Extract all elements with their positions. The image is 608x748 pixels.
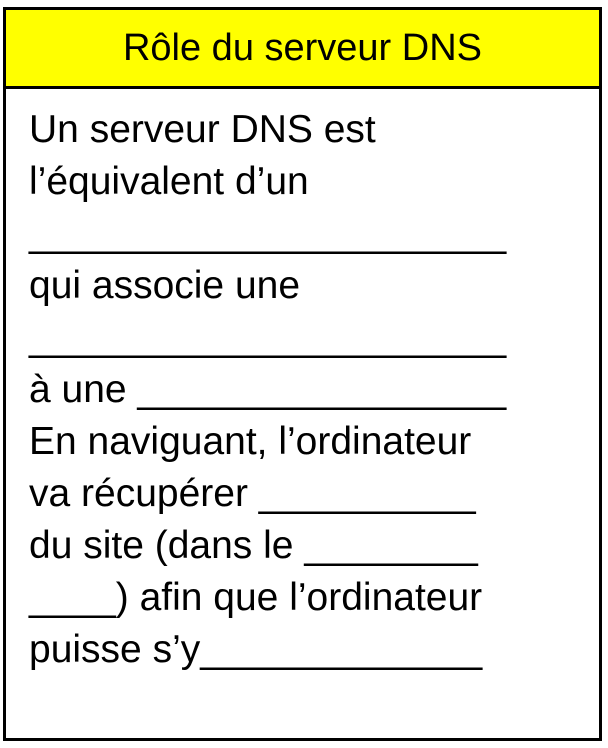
text-line-7: du site (dans le ________ <box>29 524 478 567</box>
text-line-8: ____) afin que l’ordinateur <box>29 576 483 619</box>
worksheet-card <box>3 7 602 741</box>
text-line-2: l’équivalent d’un <box>29 160 309 203</box>
text-line-5: En naviguant, l’ordinateur <box>29 420 472 463</box>
blank-line-2: ______________________ <box>29 316 507 359</box>
text-line-9: puisse s’y_____________ <box>29 628 483 671</box>
text-line-6: va récupérer __________ <box>29 472 476 515</box>
card-title: Rôle du serveur DNS <box>122 27 483 69</box>
card-header <box>6 10 599 89</box>
text-line-3: qui associe une <box>29 264 301 307</box>
card-body <box>6 89 599 676</box>
blank-line-1: ______________________ <box>29 212 507 255</box>
text-line-1: Un serveur DNS est <box>29 108 376 151</box>
text-line-4: à une _________________ <box>29 368 507 411</box>
